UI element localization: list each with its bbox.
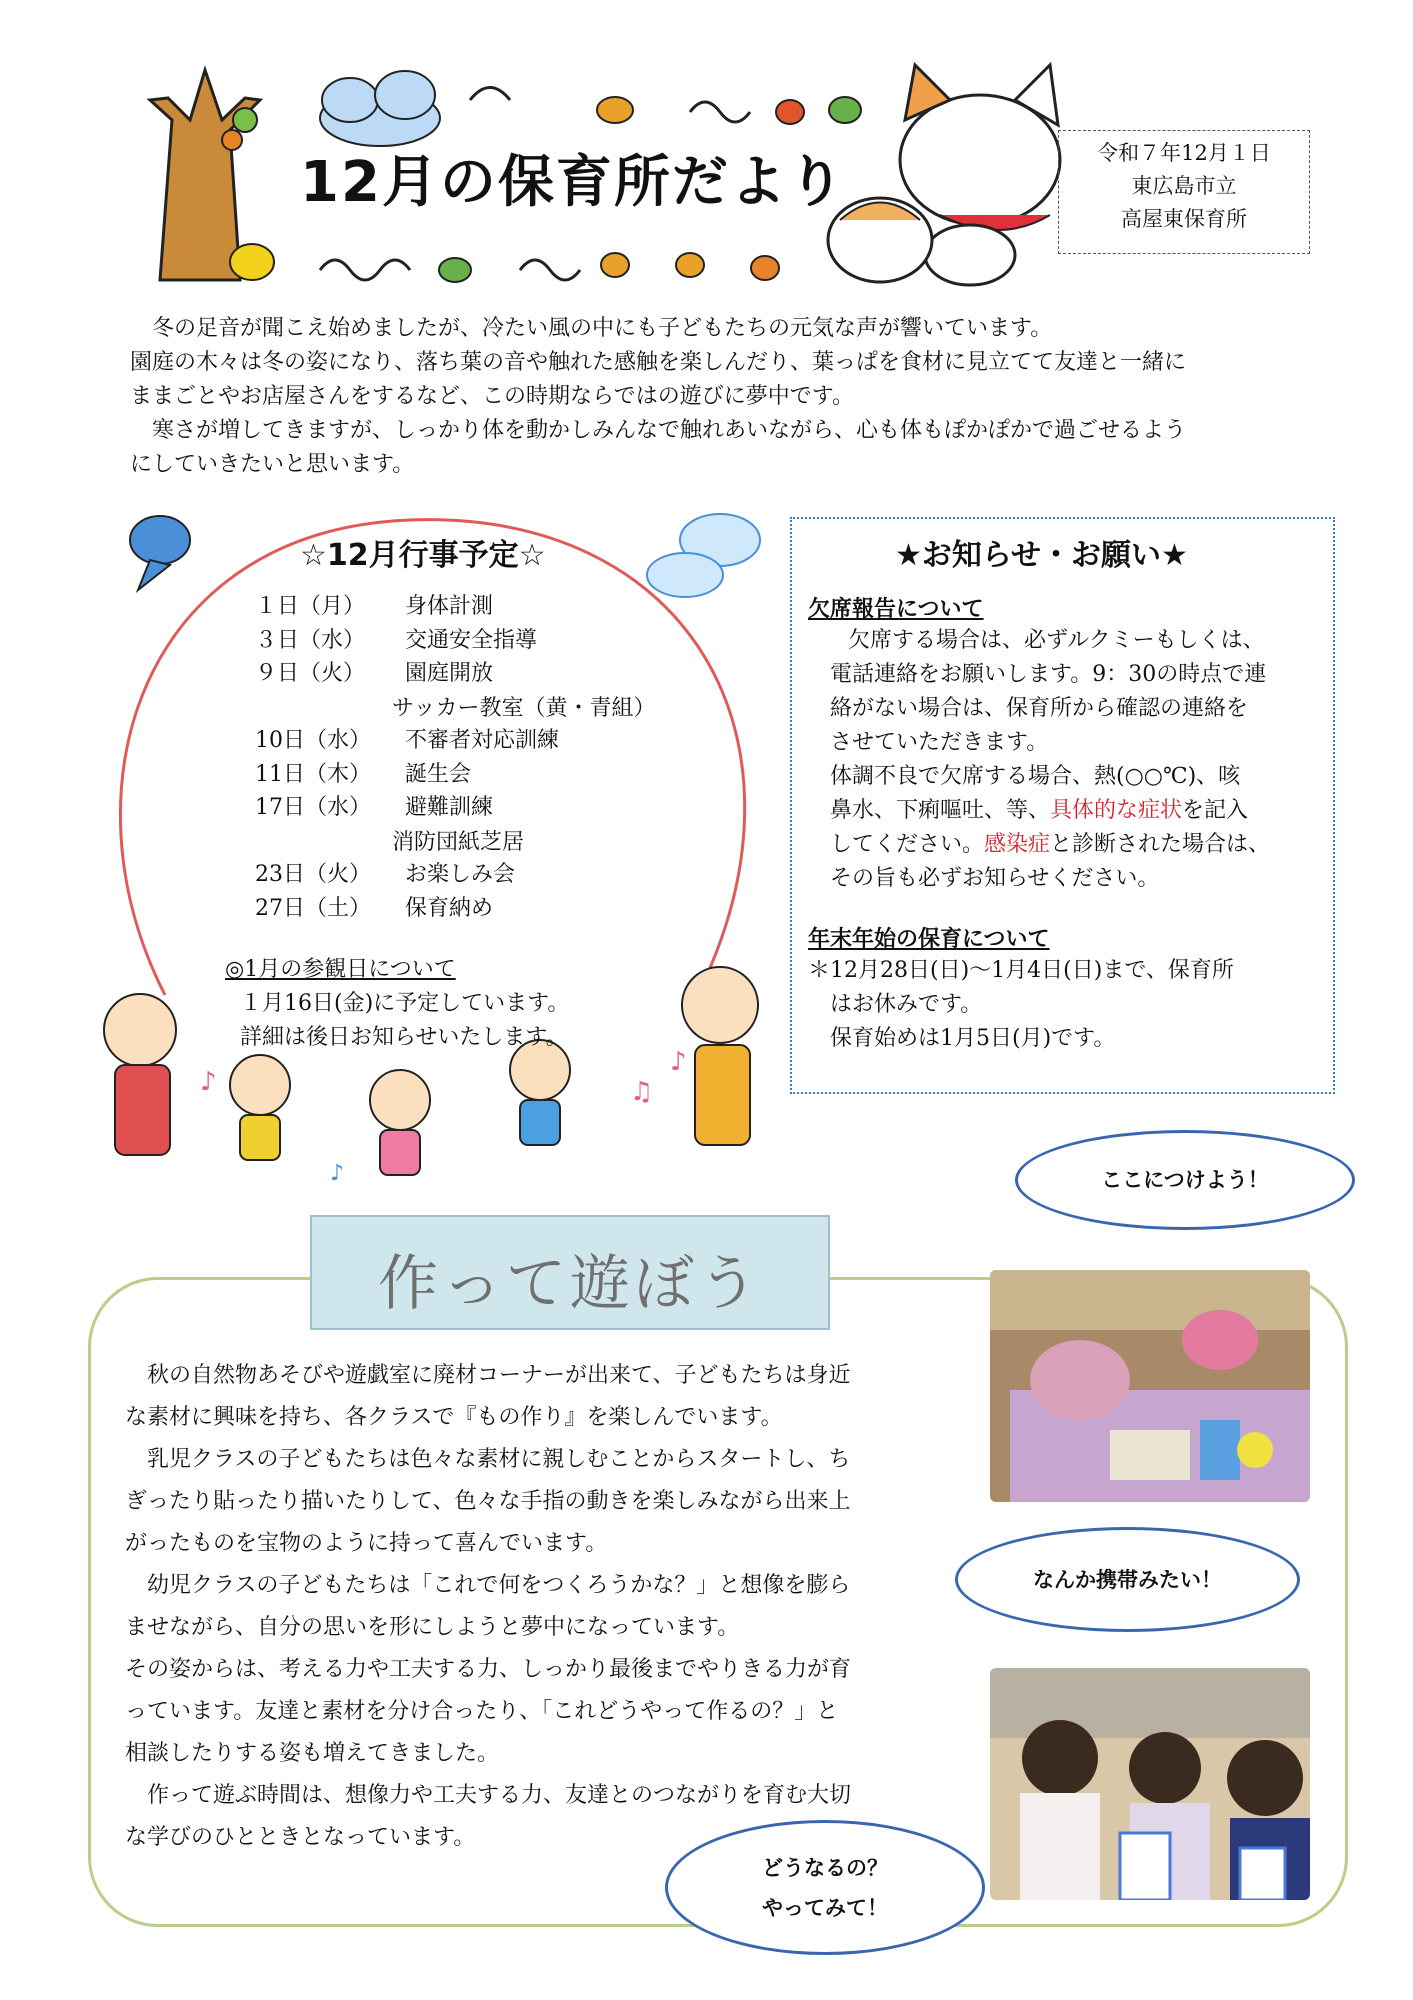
event-date: 27日（土） — [255, 895, 371, 921]
event-text: 身体計測 — [405, 594, 494, 619]
event-subtext: 消防団紙芝居 — [392, 829, 525, 855]
event-date: ９日（火） — [255, 661, 366, 686]
feature-line: 相談したりする姿も増えてきました。 — [125, 1741, 500, 1766]
speech-bubble-2: なんか携帯みたい！ — [955, 1527, 1300, 1632]
absence-line: 絡がない場合は、保育所から確認の連絡を — [830, 696, 1249, 721]
speech-bubble-line: やってみて！ — [762, 1895, 888, 1920]
intro-line: 冬の足音が聞こえ始めましたが、冷たい風の中にも子どもたちの元気な声が響いています。 — [152, 316, 1053, 341]
event-text: 避難訓練 — [405, 795, 494, 820]
event-date: 11日（木） — [255, 761, 371, 787]
absence-line — [830, 794, 1248, 828]
event-row — [255, 657, 493, 691]
event-date: 23日（火） — [255, 862, 371, 887]
svg-text:♫: ♫ — [630, 1077, 654, 1107]
feature-line: その姿からは、考える力や工夫する力、しっかり最後までやりきる力が育 — [125, 1657, 852, 1682]
absence-line: させていただきます。 — [830, 730, 1049, 755]
issue-date: 令和７年12月１日 — [1097, 141, 1271, 165]
adult-right-illustration — [682, 967, 758, 1145]
absence-text: を記入 — [1182, 798, 1249, 823]
feature-line: な素材に興味を持ち、各クラスで『もの作り』を楽しんでいます。 — [125, 1405, 783, 1430]
event-text: 交通安全指導 — [405, 627, 538, 653]
absence-line: その旨も必ずお知らせください。 — [830, 866, 1160, 891]
feature-line: がったものを宝物のように持って喜んでいます。 — [125, 1531, 608, 1556]
emphasis-infection: 感染症 — [984, 832, 1051, 857]
event-text: お楽しみ会 — [405, 862, 516, 887]
speech-bubble-1: ここにつけよう！ — [1015, 1130, 1355, 1230]
holiday-heading: 年末年始の保育について — [808, 926, 1050, 952]
adult-left-illustration — [104, 994, 176, 1155]
event-row — [255, 858, 515, 892]
svg-text:♪: ♪ — [200, 1067, 217, 1097]
intro-line: ままごとやお店屋さんをするなど、この時期ならではの遊びに夢中です。 — [130, 384, 855, 409]
feature-title: 作って遊ぼう — [378, 1249, 762, 1319]
feature-line: ませながら、自分の思いを形にしようと夢中になっています。 — [125, 1615, 740, 1640]
feature-body — [125, 1355, 950, 1859]
photo-children-crafting-outdoor — [990, 1270, 1310, 1502]
visit-day-line: 詳細は後日お知らせいたします。 — [240, 1025, 568, 1050]
event-row — [255, 724, 559, 758]
event-text: 保育納め — [405, 895, 494, 921]
event-row — [255, 624, 537, 658]
feature-line: 幼児クラスの子どもたちは「これで何をつくろうかな？」と想像を膨ら — [125, 1573, 851, 1598]
holiday-line: 保育始めは1月5日(月)です。 — [830, 1026, 1116, 1051]
page-title: 12月の保育所だより — [300, 150, 846, 215]
intro-line: 寒さが増してきますが、しっかり体を動かしみんなで触れあいながら、心も体もぽかぽかで過ごせるよう — [152, 418, 1187, 443]
children-illustration — [230, 1040, 570, 1175]
absence-text: 鼻水、下痢嘔吐、等、 — [830, 798, 1051, 823]
event-text: 園庭開放 — [405, 661, 494, 686]
feature-line: ぎったり貼ったり描いたりして、色々な手指の動きを楽しみながら出来上 — [125, 1489, 851, 1514]
event-date: １日（月） — [255, 594, 366, 619]
feature-line: っています。友達と素材を分け合ったり、「これどうやって作るの？」と — [125, 1699, 839, 1724]
svg-text:♪: ♪ — [670, 1047, 687, 1077]
visit-day-heading: ◎1月の参観日について — [225, 957, 456, 982]
intro-line: にしていきたいと思います。 — [130, 452, 415, 477]
event-date: 17日（水） — [255, 795, 371, 820]
event-text: 不審者対応訓練 — [405, 728, 560, 753]
holiday-line: はお休みです。 — [830, 992, 983, 1017]
emphasis-symptoms: 具体的な症状 — [1050, 798, 1183, 823]
event-row — [255, 892, 493, 926]
events-title: ☆12月行事予定☆ — [300, 538, 546, 573]
event-date: ３日（水） — [255, 627, 366, 653]
intro-text — [130, 312, 1345, 482]
speech-bubble-3 — [665, 1820, 985, 1955]
photo-children-with-boxes — [990, 1668, 1310, 1900]
leaves-bottom — [320, 253, 779, 282]
feature-line: 乳児クラスの子どもたちは色々な素材に親しむことからスタートし、ち — [125, 1447, 851, 1472]
small-cloud-illustration — [647, 514, 760, 597]
visit-day-line: １月16日(金)に予定しています。 — [240, 991, 570, 1016]
event-subtext: サッカー教室（黄・青組） — [392, 695, 656, 721]
bird-illustration — [130, 516, 190, 590]
feature-line: な学びのひとときとなっています。 — [125, 1825, 476, 1850]
absence-line — [830, 828, 1270, 862]
intro-line: 園庭の木々は冬の姿になり、落ち葉の音や触れた感触を楽しんだり、葉っぱを食材に見立てて友達と一緒に — [130, 350, 1187, 375]
absence-text: してください。 — [830, 832, 985, 857]
absence-line: 体調不良で欠席する場合、熱(○○℃)、咳 — [830, 764, 1241, 789]
event-row — [255, 791, 493, 825]
feature-line: 作って遊ぶ時間は、想像力や工夫する力、友達とのつながりを育む大切 — [125, 1783, 852, 1808]
event-row — [255, 590, 493, 624]
feature-line: 秋の自然物あそびや遊戯室に廃材コーナーが出来て、子どもたちは身近 — [125, 1363, 851, 1388]
issuer-info-box — [1058, 130, 1310, 254]
absence-text: と診断された場合は、 — [1050, 832, 1271, 857]
speech-bubble-line: どうなるの？ — [762, 1855, 888, 1880]
event-text: 誕生会 — [405, 761, 472, 787]
event-row — [255, 758, 471, 792]
tree-illustration — [150, 70, 274, 280]
city-name: 東広島市立 — [1131, 174, 1237, 198]
event-date: 10日（水） — [255, 728, 371, 753]
notice-title: ★お知らせ・お願い★ — [895, 538, 1188, 573]
absence-line: 欠席する場合は、必ずルクミーもしくは、 — [848, 628, 1265, 653]
nursery-name: 高屋東保育所 — [1121, 207, 1247, 231]
cloud-illustration — [320, 71, 440, 146]
leaves-top — [470, 88, 861, 125]
svg-text:♪: ♪ — [330, 1161, 345, 1186]
absence-line: 電話連絡をお願いします。9：30の時点で連 — [830, 662, 1267, 687]
holiday-line: ＊12月28日(日)～1月4日(日)まで、保育所 — [808, 958, 1234, 983]
absence-heading: 欠席報告について — [808, 596, 984, 622]
